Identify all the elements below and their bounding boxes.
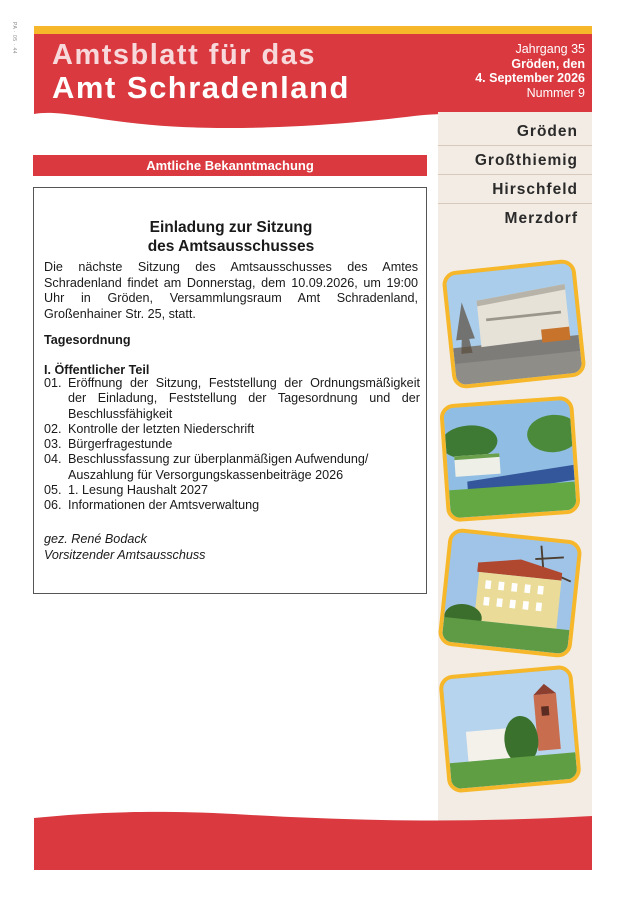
issue-info [475, 42, 585, 100]
agenda-item-text: 1. Lesung Haushalt 2027 [68, 483, 209, 498]
agenda-item-text: Beschlussfassung zur überplanmäßigen Aufwendung/ Auszahlung für Versorgungskassenbeiträge 2026 [68, 452, 369, 482]
agenda-item [44, 376, 420, 422]
volume-label: Jahrgang 35 [515, 42, 585, 56]
village-grossthiemig: Großthiemig [438, 146, 592, 175]
masthead-title-line2: Amt Schradenland [52, 70, 350, 105]
photo-church-tower [438, 664, 582, 793]
agenda-item [44, 437, 420, 452]
place-date-line1: Gröden, den [511, 56, 585, 71]
notice-intro: Die nächste Sitzung des Amtsausschusses des Amtes Schradenland findet am Donnerstag, dem 10.09.2026, um 19:00 Uhr in Gröden, Versammlungsraum Amt Schradenland, Großenhainer Str. 25, statt. [44, 260, 418, 321]
notice-title [34, 218, 428, 256]
signature-role: Vorsitzender Amtsausschuss [44, 548, 206, 562]
photo-sports-field [439, 395, 581, 522]
signature [44, 531, 205, 563]
agenda-item [44, 452, 420, 483]
notice-box [33, 187, 427, 594]
agenda-item [44, 483, 420, 498]
agenda-item-text: Informationen der Amtsverwaltung [68, 498, 260, 513]
agenda-item-text: Bürgerfragestunde [68, 437, 173, 452]
notice-title-line1: Einladung zur Sitzung [149, 219, 313, 236]
agenda-item-text: Kontrolle der letzten Niederschrift [68, 421, 255, 436]
masthead-title-line1: Amtsblatt für das [52, 39, 316, 71]
agenda-item-number: 01. [44, 376, 62, 390]
agenda-item-number: 05. [44, 483, 62, 498]
issue-number: Nummer 9 [526, 85, 585, 100]
agenda-item-number: 04. [44, 452, 62, 467]
village-list [438, 117, 592, 233]
place-date-line2: 4. September 2026 [475, 71, 585, 85]
notice-title-line2: des Amtsausschusses [147, 238, 315, 255]
side-print-mark: PA · 05 · 44 [11, 22, 17, 55]
section-heading: I. Öffentlicher Teil [44, 363, 150, 377]
village-hirschfeld: Hirschfeld [438, 175, 592, 204]
agenda-item [44, 422, 420, 437]
agenda-item [44, 498, 420, 513]
agenda-list [44, 376, 420, 514]
masthead-title [52, 40, 350, 105]
notice-banner: Amtliche Bekanntmachung [33, 155, 427, 176]
photo-yellow-house [437, 527, 583, 658]
agenda-item-number: 06. [44, 498, 62, 513]
village-merzdorf: Merzdorf [504, 210, 578, 227]
header-top-strip [34, 26, 592, 34]
agenda-heading: Tagesordnung [44, 333, 131, 347]
village-groeden: Gröden [438, 117, 592, 146]
agenda-item-text: Eröffnung der Sitzung, Feststellung der Ordnungsmäßigkeit der Einladung, Feststellung der Tagesordnung und der Beschlussfähigkeit [68, 376, 420, 421]
signature-name: gez. René Bodack [44, 532, 147, 546]
photo-school-building [441, 258, 587, 389]
agenda-item-number: 02. [44, 421, 62, 436]
agenda-item-number: 03. [44, 437, 62, 452]
footer-background [34, 810, 592, 870]
